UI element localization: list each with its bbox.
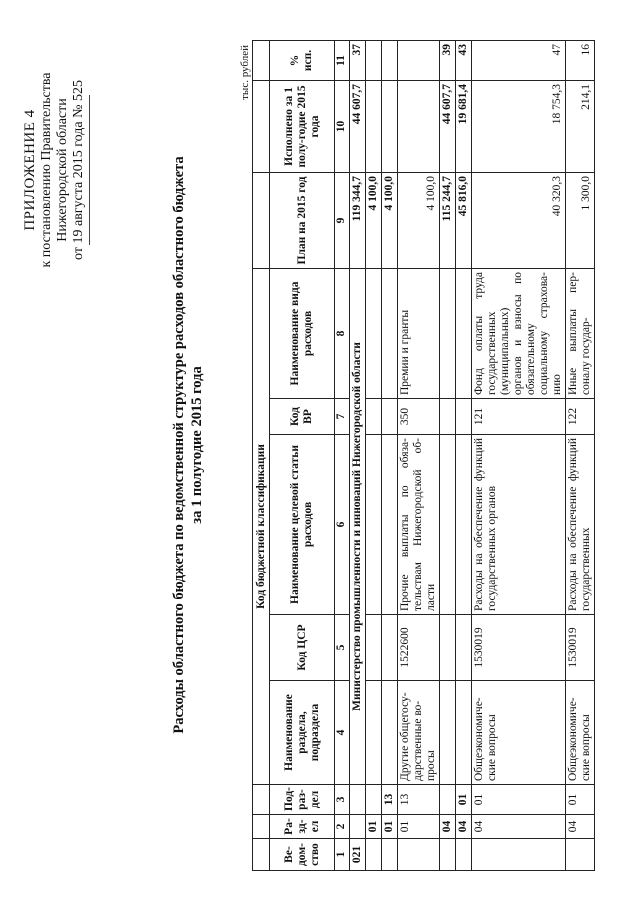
cell-vr-code [366, 399, 382, 435]
cell-executed [382, 81, 398, 173]
cell-percent: 47 [472, 41, 566, 81]
appendix-block [22, 25, 90, 315]
table-row [366, 41, 382, 871]
cell-razdel [350, 815, 366, 839]
cell-csr-code [440, 615, 456, 681]
header-budget-classification: Код бюджетной классификации [253, 269, 270, 785]
cell-executed: 44 607,7 [440, 81, 456, 173]
header-percent: % исп. [270, 41, 335, 81]
table-row [566, 41, 595, 871]
column-number: 6 [335, 435, 350, 615]
cell-vedomstvo [472, 839, 566, 871]
appendix-date: от 19 августа 2015 года № 525 [71, 80, 86, 260]
header-spacer [253, 785, 270, 815]
cell-plan: 4 100,0 [366, 173, 382, 269]
cell-section-name [366, 681, 382, 785]
cell-percent: 16 [566, 41, 595, 81]
column-number: 5 [335, 615, 350, 681]
cell-csr-code [382, 615, 398, 681]
cell-podrazdel: 13 [382, 785, 398, 815]
cell-executed: 214,1 [566, 81, 595, 173]
cell-target-name: Прочие выплаты по обяза-тельствам Нижегородской об-ласти [398, 435, 440, 615]
cell-razdel: 01 [366, 815, 382, 839]
cell-section-name: Общеэкономиче-ские вопросы [472, 681, 566, 785]
header-spacer [253, 41, 270, 81]
cell-razdel: 04 [440, 815, 456, 839]
cell-vr-code [440, 399, 456, 435]
cell-vr-code [456, 399, 472, 435]
cell-podrazdel [440, 785, 456, 815]
cell-plan: 40 320,3 [472, 173, 566, 269]
cell-expense-type [456, 269, 472, 399]
cell-expense-type: Фонд оплаты труда государственных (муниципальных) органов и взносы по обязательному социальному страхова-нию [472, 269, 566, 399]
appendix-underline [89, 95, 90, 245]
cell-vedomstvo: 021 [350, 839, 366, 871]
cell-executed: 18 754,3 [472, 81, 566, 173]
header-csr-code: Код ЦСР [270, 615, 335, 681]
cell-section-name [440, 681, 456, 785]
document-title-line: Расходы областного бюджета по ведомственной структуре расходов областного бюджета [171, 156, 187, 734]
cell-expense-type: Иные выплаты пер-соналу государ- [566, 269, 595, 399]
cell-podrazdel: 13 [398, 785, 440, 815]
header-executed: Исполнено за 1 полу-годие 2015 года [270, 81, 335, 173]
cell-percent [366, 41, 382, 81]
cell-vedomstvo [456, 839, 472, 871]
cell-plan: 119 344,7 [350, 173, 366, 269]
header-spacer [253, 815, 270, 839]
document-title-period: за 1 полугодие 2015 года [189, 366, 205, 524]
cell-percent [398, 41, 440, 81]
column-number: 9 [335, 173, 350, 269]
cell-razdel: 04 [472, 815, 566, 839]
column-number: 3 [335, 785, 350, 815]
cell-podrazdel: 01 [472, 785, 566, 815]
cell-vr-code: 122 [566, 399, 595, 435]
cell-csr-code [456, 615, 472, 681]
appendix-title: ПРИЛОЖЕНИЕ 4 [22, 109, 38, 231]
cell-razdel: 04 [456, 815, 472, 839]
cell-csr-code: 1530019 [472, 615, 566, 681]
cell-plan: 4 100,0 [382, 173, 398, 269]
budget-table [252, 40, 595, 871]
cell-vedomstvo [566, 839, 595, 871]
cell-target-name: Расходы на обеспечение функций государственных [566, 435, 595, 615]
cell-executed [398, 81, 440, 173]
cell-target-name [366, 435, 382, 615]
cell-expense-type [382, 269, 398, 399]
cell-vedomstvo [382, 839, 398, 871]
cell-section-name: Общеэкономиче-ские вопросы [566, 681, 595, 785]
header-target-name: Наименование целевой статьи расходов [270, 435, 335, 615]
units-label: тыс. рублей [239, 45, 251, 100]
column-number: 7 [335, 399, 350, 435]
cell-percent: 39 [440, 41, 456, 81]
cell-csr-code [366, 615, 382, 681]
header-vedomstvo: Ве-дом-ство [270, 839, 335, 871]
cell-expense-type [440, 269, 456, 399]
cell-expense-type [366, 269, 382, 399]
header-section-name: Наименование раздела, подраздела [270, 681, 335, 785]
cell-vr-code: 350 [398, 399, 440, 435]
cell-razdel: 04 [566, 815, 595, 839]
table-row [382, 41, 398, 871]
column-number: 1 [335, 839, 350, 871]
cell-section-name [382, 681, 398, 785]
cell-section-name: Другие общегосу-дарственные во-просы [398, 681, 440, 785]
appendix-line: Нижегородской области [55, 98, 70, 242]
cell-razdel: 01 [382, 815, 398, 839]
appendix-line: к постановлению Правительства [39, 72, 54, 268]
header-podrazdel: Под-раз-дел [270, 785, 335, 815]
cell-target-name [456, 435, 472, 615]
cell-podrazdel [366, 785, 382, 815]
table-row [440, 41, 456, 871]
header-spacer [253, 839, 270, 871]
cell-podrazdel: 01 [566, 785, 595, 815]
cell-executed: 44 607,7 [350, 81, 366, 173]
cell-vedomstvo [440, 839, 456, 871]
cell-percent: 37 [350, 41, 366, 81]
cell-percent [382, 41, 398, 81]
cell-podrazdel [350, 785, 366, 815]
cell-target-name [382, 435, 398, 615]
cell-vr-code [382, 399, 398, 435]
cell-section-name [456, 681, 472, 785]
header-razdel: Ра-зд-ел [270, 815, 335, 839]
table-row [456, 41, 472, 871]
cell-csr-code: 1530019 [566, 615, 595, 681]
cell-csr-code: 1522600 [398, 615, 440, 681]
cell-percent: 43 [456, 41, 472, 81]
column-number: 4 [335, 681, 350, 785]
cell-executed [366, 81, 382, 173]
cell-plan: 115 244,7 [440, 173, 456, 269]
document-title [170, 65, 206, 825]
cell-target-name: Расходы на обеспечение функций государственных органов [472, 435, 566, 615]
header-spacer [253, 173, 270, 269]
cell-expense-type: Премии и гранты [398, 269, 440, 399]
column-number: 10 [335, 81, 350, 173]
table-row [472, 41, 566, 871]
header-expense-type: Наименование вида расходов [270, 269, 335, 399]
cell-executed: 19 681,4 [456, 81, 472, 173]
cell-vr-code: 121 [472, 399, 566, 435]
cell-plan: 45 816,0 [456, 173, 472, 269]
header-plan: План на 2015 год [270, 173, 335, 269]
cell-razdel: 01 [398, 815, 440, 839]
column-number: 8 [335, 269, 350, 399]
cell-target-name [440, 435, 456, 615]
header-spacer [253, 81, 270, 173]
cell-vedomstvo [398, 839, 440, 871]
table-row [350, 41, 366, 871]
cell-ministry-name: Министерство промышленности и инноваций Нижегородской области [350, 269, 366, 785]
column-number: 2 [335, 815, 350, 839]
header-vr-code: Код ВР [270, 399, 335, 435]
column-number: 11 [335, 41, 350, 81]
cell-plan: 4 100,0 [398, 173, 440, 269]
cell-vedomstvo [366, 839, 382, 871]
table-row [398, 41, 440, 871]
cell-plan: 1 300,0 [566, 173, 595, 269]
cell-podrazdel: 01 [456, 785, 472, 815]
